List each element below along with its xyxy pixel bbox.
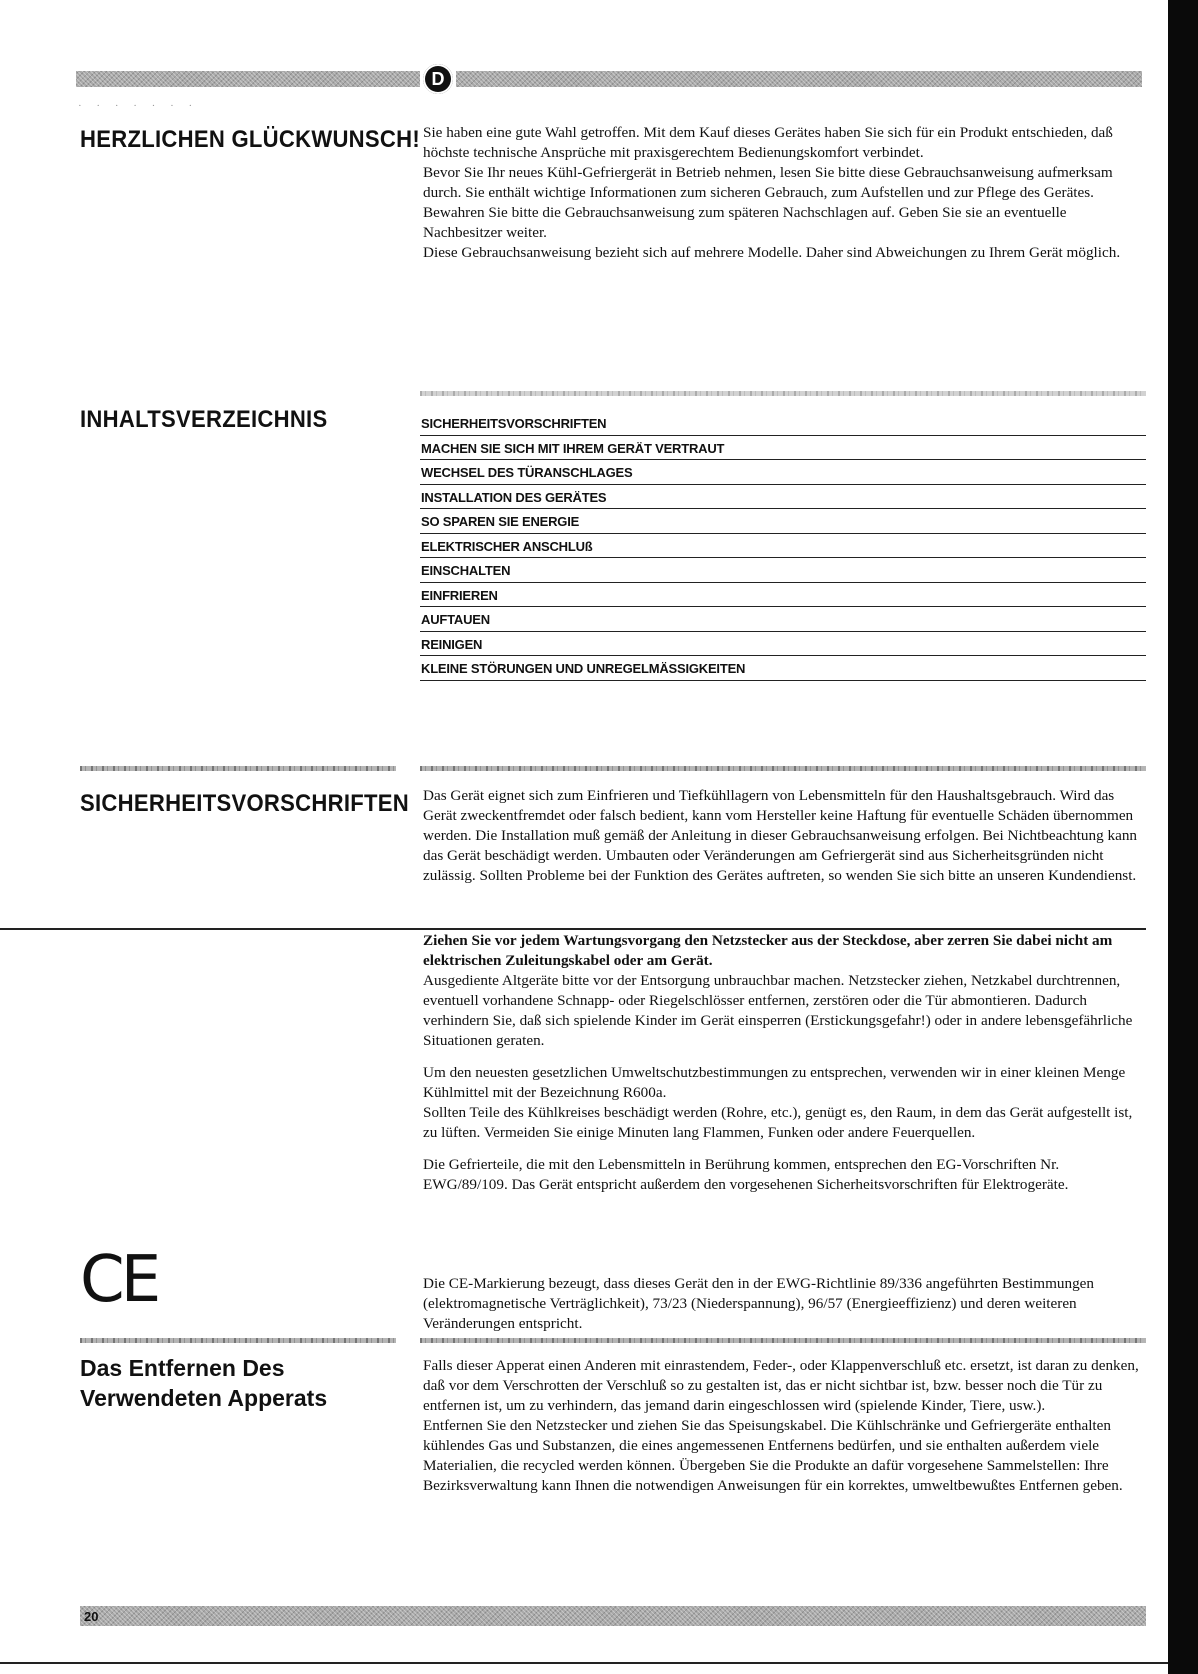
congrats-text <box>423 123 1143 263</box>
toc-divider <box>420 391 1146 396</box>
toc-item[interactable]: AUFTAUEN <box>420 607 1146 632</box>
safety-bar-left <box>80 766 396 771</box>
warning-text: Ziehen Sie vor jedem Wartungsvorgang den Netzstecker aus der Steckdose, aber zerren Sie dabei nicht am elektrischen Zuleitungskabel oder am Gerät. <box>423 932 1113 969</box>
removal-body <box>423 1356 1143 1496</box>
toc-item[interactable]: ELEKTRISCHER ANSCHLUß <box>420 534 1146 559</box>
removal-heading <box>80 1353 327 1413</box>
toc-item[interactable]: SICHERHEITSVORSCHRIFTEN <box>420 411 1146 436</box>
toc-item[interactable]: REINIGEN <box>420 632 1146 657</box>
toc-item[interactable]: MACHEN SIE SICH MIT IHREM GERÄT VERTRAUT <box>420 436 1146 461</box>
scan-edge <box>1168 0 1198 1674</box>
regulations-text: Die Gefrierteile, die mit den Lebensmitteln in Berührung kommen, entsprechen den EG-Vorschriften Nr. EWG/89/109. Das Gerät entspricht außerdem den vorgesehenen Sicherheitsvorschriften für Elektrogeräte. <box>423 1156 1069 1193</box>
toc-heading: INHALTSVERZEICHNIS <box>80 406 328 433</box>
scan-noise: · · · · · · · <box>78 100 199 112</box>
congrats-paragraph-4: Diese Gebrauchsanweisung bezieht sich auf mehrere Modelle. Daher sind Abweichungen zu Ihrem Gerät möglich. <box>423 244 1121 261</box>
congrats-paragraph-1: Sie haben eine gute Wahl getroffen. Mit dem Kauf dieses Gerätes haben Sie sich für ein Produkt entschieden, daß höchste technische Ansprüche mit praxisgerechtem Bedienungskomfort verbindet. <box>423 124 1113 161</box>
safety-heading: SICHERHEITSVORSCHRIFTEN <box>80 790 410 817</box>
toc-item[interactable]: EINSCHALTEN <box>420 558 1146 583</box>
congrats-paragraph-2: Bevor Sie Ihr neues Kühl-Gefriergerät in Betrieb nehmen, lesen Sie bitte diese Gebrauchsanweisung aufmerksam durch. Sie enthält wichtige Informationen zum sicheren Gebrauch, zum Aufstellen und zur Pflege des Gerätes. <box>423 164 1113 201</box>
ce-text: Die CE-Markierung bezeugt, dass dieses Gerät den in der EWG-Richtlinie 89/336 angeführten Bestimmungen (elektromagnetische Verträglichkeit), 73/23 (Niederspannung), 96/57 (Energieeffizienz) und deren weiteren Veränderungen entspricht. <box>423 1275 1095 1332</box>
removal-paragraph-1: Falls dieser Apperat einen Anderen mit einrastendem, Feder-, oder Klappenverschluß etc. ersetzt, ist daran zu denken, daß vor dem Verschrotten der Verschluß so zu gestalten ist, das er nicht sichtbar ist, bzw. besser noch die Tür zu entfernen ist, um zu verhindern, das jemand darin eingeschlossen wird (spielende Kinder, Tiere, usw.). <box>423 1357 1139 1414</box>
removal-bar-left <box>80 1338 396 1343</box>
removal-heading-line-1: Das Entfernen Des <box>80 1355 285 1381</box>
toc-item[interactable]: WECHSEL DES TÜRANSCHLAGES <box>420 460 1146 485</box>
safety-bar-right <box>420 766 1146 771</box>
ce-mark: CE <box>80 1243 158 1317</box>
safety-intro: Das Gerät eignet sich zum Einfrieren und Tiefkühllagern von Lebensmitteln für den Haushaltsgebrauch. Wird das Gerät zweckentfremdet oder falsch bedient, kann vom Hersteller keine Haftung für eventuelle Schäden übernommen werden. Die Installation muß gemäß der Anleitung in dieser Gebrauchsanweisung erfolgen. Bei Nichtbeachtung kann das Gerät beschädigt werden. Umbauten oder Veränderungen am Gefriergerät sind aus Sicherheitsgründen nicht zulässig. Sollten Probleme bei der Funktion des Gerätes auftreten, so wenden Sie sich bitte an unseren Kundendienst. <box>423 787 1138 884</box>
toc-item[interactable]: KLEINE STÖRUNGEN UND UNREGELMÄSSIGKEITEN <box>420 656 1146 681</box>
toc-item[interactable]: INSTALLATION DES GERÄTES <box>420 485 1146 510</box>
bottom-rule <box>0 1662 1168 1664</box>
page-number: 20 <box>84 1609 99 1624</box>
congrats-paragraph-3: Bewahren Sie bitte die Gebrauchsanweisung zum späteren Nachschlagen auf. Geben Sie sie an eventuelle Nachbesitzer weiter. <box>423 204 1067 241</box>
footer-bar <box>80 1606 1146 1626</box>
disposal-text: Ausgediente Altgeräte bitte vor der Entsorgung unbrauchbar machen. Netzstecker ziehen, Netzkabel durchtrennen, eventuell vorhandene Schnapp- oder Riegelschlösser entfernen, zerstören oder die Tür abmontieren. Dadurch verhindern Sie, daß sich spielende Kinder im Gerät einsperren (Erstickungsgefahr!) oder in andere lebensgefährliche Situationen geraten. <box>423 972 1133 1049</box>
refrigerant-text-2: Sollten Teile des Kühlkreises beschädigt werden (Rohre, etc.), genügt es, den Raum, in dem das Gerät aufgestellt ist, zu lüften. Vermeiden Sie einige Minuten lang Flammen, Funken oder andere Feuerquellen. <box>423 1104 1133 1141</box>
header-bar-left <box>76 71 420 87</box>
toc-item[interactable]: EINFRIEREN <box>420 583 1146 608</box>
removal-paragraph-2: Entfernen Sie den Netzstecker und ziehen Sie das Speisungskabel. Die Kühlschränke und Gefriergeräte enthalten kühlendes Gas und Substanzen, die eines angemessenen Entfernens bedürfen, und sie enthalten außerdem viele Materialien, die recycled werden können. Übergeben Sie die Produkte an dafür vorgesehene Sammelstellen: Ihre Bezirksverwaltung kann Ihnen die notwendigen Anweisungen für ein korrektes, umweltbewußtes Entfernen geben. <box>423 1417 1123 1494</box>
safety-separator <box>0 928 1146 930</box>
congrats-heading: HERZLICHEN GLÜCKWUNSCH! <box>80 126 420 153</box>
language-badge: D <box>423 64 453 94</box>
toc-item[interactable]: SO SPAREN SIE ENERGIE <box>420 509 1146 534</box>
refrigerant-text-1: Um den neuesten gesetzlichen Umweltschutzbestimmungen zu entsprechen, verwenden wir in einer kleinen Menge Kühlmittel mit der Bezeichnung R600a. <box>423 1064 1126 1101</box>
header-bar-right <box>456 71 1142 87</box>
safety-body <box>423 931 1143 1195</box>
toc-list <box>420 411 1146 681</box>
removal-heading-line-2: Verwendeten Apperats <box>80 1385 328 1411</box>
removal-bar-right <box>420 1338 1146 1343</box>
